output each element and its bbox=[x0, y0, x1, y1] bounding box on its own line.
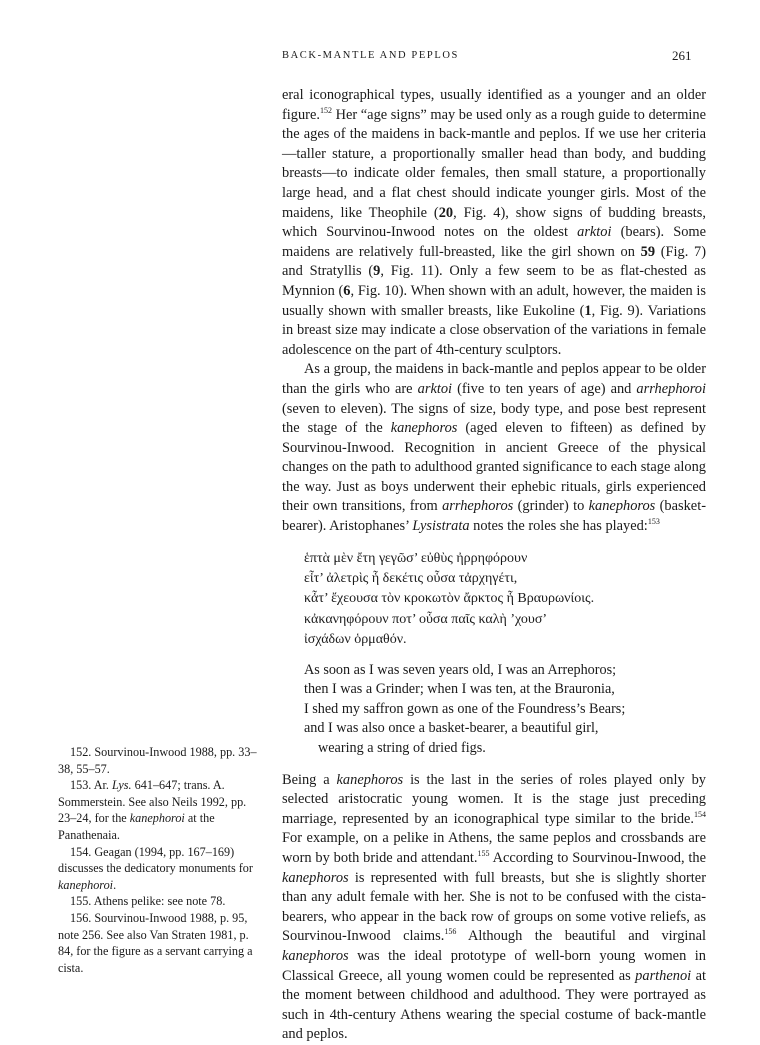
paragraph-kanephoros: Being a kanephoros is the last in the series of roles played only by selected aristocratic young women. It is the stage just preceding marriage, represented by an iconographical type similar to the bride.$^{154}$ For example, on a pelike in Athens, the same peplos and crossbands are worn by both bride and attendant.$^{155}$ According to Sourvinou-Inwood, the kanephoros is represented with full breasts, but she is slightly shorter than any adult female with her. She is not to be confused with the cista-bearers, who appear in the back row of groups on some votive reliefs, as Sourvinou-Inwood claims.$^{156}$ Although the beautiful and virginal kanephoros was the ideal prototype of well-born young women in Classical Greece, all young women could be represented as parthenoi at the moment between childhood and adulthood. They were portrayed as such in 4th-century Athens wearing the special costume of back-mantle and peplos. bbox=[282, 771, 707, 1043]
translation-line: and I was also once a basket-bearer, a beautiful girl, bbox=[304, 720, 599, 737]
main-text-column bbox=[282, 86, 706, 1045]
footnote-153: 153. Ar. Lys. 641–647; trans. A. Sommerstein. See also Neils 1992, pp. 23–24, for the kanephoroi at the Panathenaia. bbox=[58, 778, 247, 842]
page-number: 261 bbox=[672, 48, 692, 63]
footnote-ref-152[interactable]: 152 bbox=[319, 105, 332, 115]
greek-quotation bbox=[304, 549, 706, 651]
footnote-ref-154[interactable]: 154 bbox=[694, 810, 706, 820]
footnote-154: 154. Geagan (1994, pp. 167–169) discusses the dedicatory monuments for kanephoroi. bbox=[58, 844, 253, 892]
translation-line: then I was a Grinder; when I was ten, at the Brauronia, bbox=[304, 681, 615, 698]
translation-line: As soon as I was seven years old, I was an Arrephoros; bbox=[304, 661, 617, 678]
running-head: BACK-MANTLE AND PEPLOS bbox=[282, 50, 459, 61]
footnote-ref-153[interactable]: 153 bbox=[647, 517, 660, 527]
paragraph-stages: As a group, the maidens in back-mantle and peplos appear to be older than the girls who are arktoi (five to ten years of age) and arrhephoroi (seven to eleven). The signs of size, body type, and pose best represent the stage of the kanephoros (aged eleven to fifteen) as defined by Sourvinou-Inwood. Recognition in ancient Greece of the physical changes on the path to adulthood granted significance to each stage along the way. Just as boys underwent their ephebic rituals, girls experienced their own transitions, from arrhephoros (grinder) to kanephoros (basket-bearer). Aristophanes’ Lysistrata notes the roles she has played:$^{153}$ bbox=[282, 361, 706, 535]
translation-quotation bbox=[304, 661, 706, 759]
footnote-152: 152. Sourvinou-Inwood 1988, pp. 33–38, 55–57. bbox=[58, 745, 257, 776]
greek-line: κἀκανηφόρουν ποτ’ οὖσα παῖς καλὴ ’χουσ’ bbox=[304, 611, 548, 627]
footnote-155: 155. Athens pelike: see note 78. bbox=[70, 894, 226, 909]
paragraph-age-signs: eral iconographical types, usually identified as a younger and an older figure.$^{152}$ Her “age signs” may be used only as a rough guide to determine the ages of the maidens in back-mantle and peplos. If we use her criteria—taller stature, a proportionally smaller head than body, and budding breasts—to indicate older females, then small stature, a proportionally large head, and a flat chest should indicate younger girls. Most of the maidens, like Theophile (20, Fig. 4), show signs of budding breasts, which Sourvinou-Inwood notes on the oldest arktoi (bears). Some maidens are relatively full-breasted, like the girl shown on 59 (Fig. 7) and Stratyllis (9, Fig. 11). Only a few seem to be as flat-chested as Mynnion (6, Fig. 10). When shown with an adult, however, the maiden is usually shown with smaller breasts, like Eukoline (1, Fig. 9). Variations in breast size may indicate a close observation of the variations in female adolescence on the part of 4th-century sculptors. bbox=[282, 87, 706, 358]
greek-line: ἰσχάδων ὁρμαθόν. bbox=[304, 632, 407, 648]
footnote-ref-156[interactable]: 156 bbox=[444, 927, 457, 937]
footnotes-column bbox=[58, 744, 262, 976]
translation-line: wearing a string of dried figs. bbox=[318, 740, 486, 757]
greek-line: κἆτ’ ἔχεουσα τὸν κροκωτὸν ἄρκτος ἦ Βραυρωνίοις. bbox=[304, 591, 595, 607]
footnote-ref-155[interactable]: 155 bbox=[477, 849, 490, 859]
greek-line: εἶτ’ ἀλετρὶς ἦ δεκέτις οὖσα τἀρχηγέτι, bbox=[304, 571, 518, 587]
footnote-156: 156. Sourvinou-Inwood 1988, p. 95, note 256. See also Van Straten 1981, p. 84, for the figure as a servant carrying a cista. bbox=[58, 910, 253, 975]
translation-line: I shed my saffron gown as one of the Foundress’s Bears; bbox=[304, 700, 626, 717]
greek-line: ἑπτὰ μὲν ἔτη γεγῶσ’ εὐθὺς ἠρρηφόρουν bbox=[304, 550, 528, 566]
